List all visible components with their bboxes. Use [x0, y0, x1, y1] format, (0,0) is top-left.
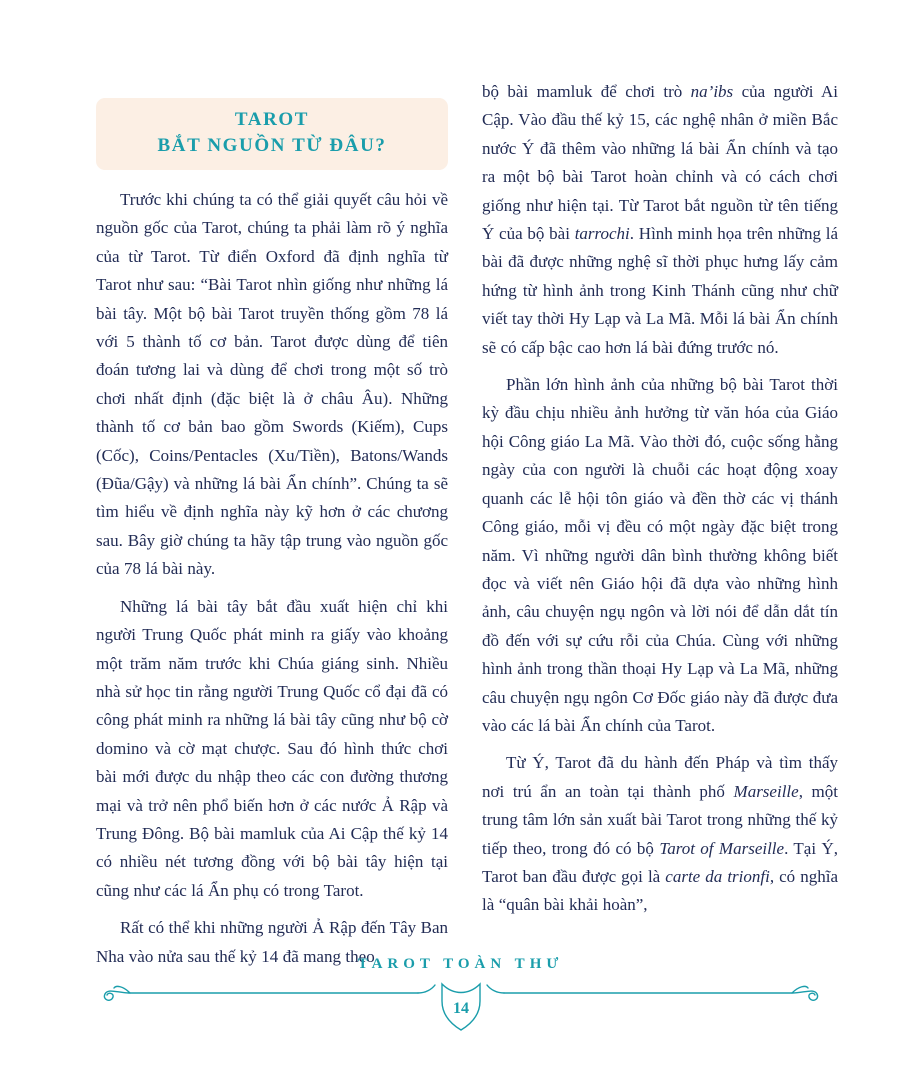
paragraph [96, 593, 448, 905]
heading-line-1: TAROT [234, 109, 310, 130]
center-right-curl-icon [487, 985, 504, 993]
text-run: . Tại Ý, Tarot ban đầu được gọi là [482, 838, 838, 886]
text-run: , có nghĩa là “quân bài khải hoàn”, [482, 866, 838, 915]
left-column [96, 78, 448, 980]
text-run: Trước khi chúng ta có thể giải quyết câu hỏi về nguồn gốc của Tarot, chúng ta phải làm rõ ý nghĩa của từ Tarot. Từ điển Oxford đã định nghĩa từ Tarot như sau: “Bài Tarot nhìn giống như những lá bài tây. Một bộ bài Tarot truyền thống gồm 78 lá với 5 thành tố cơ bản. Tarot được dùng để tiên đoán tương lai và dùng để chơi trong một số trò chơi nhất định (đặc biệt là ở châu Âu). Những thành tố cơ bản bao gồm Swords (Kiếm), Cups (Cốc), Coins/Pentacles (Xu/Tiền), Batons/Wands (Đũa/Gậy) và những lá bài Ẩn chính”. Chúng ta sẽ tìm hiểu về định nghĩa này kỹ hơn ở các chương sau. Bây giờ chúng ta hãy tập trung vào nguồn gốc của 78 lá bài này. [96, 190, 448, 579]
italic-term: na’ibs [690, 82, 734, 101]
footer-ornament [90, 977, 832, 1039]
text-run: . Hình minh họa trên những lá bài đã được những nghệ sĩ thời phục hưng lấy cảm hứng từ hình ảnh trong Kinh Thánh cũng như chữ viết tay thời Hy Lạp và La Mã. Mỗi lá bài Ẩn chính sẽ có cấp bậc cao hơn lá bài đứng trước nó. [482, 224, 839, 357]
section-heading [96, 98, 448, 170]
right-column [482, 78, 838, 980]
page-content [96, 78, 838, 980]
italic-term: tarrochi [574, 224, 630, 244]
paragraph [482, 78, 838, 362]
page-footer [0, 956, 921, 1039]
center-left-curl-icon [418, 985, 435, 993]
page-number: 14 [452, 1000, 469, 1017]
text-run: , một trung tâm lớn sản xuất bài Tarot trong những thế kỷ tiếp theo, trong đó có bộ [482, 781, 838, 858]
italic-term: Marseille [733, 781, 799, 801]
right-flourish-icon [792, 986, 818, 1000]
text-run: của người Ai Cập. Vào đầu thế kỷ 15, các nghệ nhân ở miền Bắc nước Ý đã thêm vào những lá bài Ẩn chính và tạo ra một bộ bài Tarot hoàn chỉnh và có cách chơi giống như hiện tại. Từ Tarot bắt nguồn từ tên tiếng Ý của bộ bài [482, 82, 838, 244]
right-column-text [482, 78, 838, 920]
heading-line-2: BẮT NGUỒN TỪ ĐÂU? [157, 135, 387, 156]
text-run: Phần lớn hình ảnh của những bộ bài Tarot thời kỳ đầu chịu nhiều ảnh hưởng từ văn hóa của Giáo hội Công giáo La Mã. Vào thời đó, cuộc sống hằng ngày của con người là chuỗi các hoạt động xoay quanh các lễ hội tôn giáo và đền thờ các vị thánh Công giáo, mỗi vị đều có một ngày đặc biệt trong năm. Vì những người dân bình thường không biết đọc và viết nên Giáo hội đã dựa vào những hình ảnh, câu chuyện ngụ ngôn và lời nói để dẫn dắt tín đồ đến với sự cứu rỗi của Chúa. Cùng với những hình ảnh trong thần thoại Hy Lạp và La Mã, những câu chuyện ngụ ngôn Cơ Đốc giáo này đã được đưa vào các lá bài Ẩn chính của Tarot. [482, 375, 838, 735]
book-title: TAROT TOÀN THƯ [357, 956, 564, 972]
text-run: Những lá bài tây bắt đầu xuất hiện chỉ khi người Trung Quốc phát minh ra giấy vào khoảng một trăm năm trước khi Chúa giáng sinh. Nhiều nhà sử học tin rằng người Trung Quốc cổ đại đã có công phát minh ra những lá bài tây cũng như bộ cờ domino và cờ mạt chược. Sau đó hình thức chơi bài mới được du nhập theo các con đường thương mại và trở nên phổ biến hơn ở các nước Ả Rập và Trung Đông. Bộ bài mamluk của Ai Cập thế kỷ 14 có nhiều nét tương đồng với bộ bài tây hiện tại cũng như các lá Ẩn phụ có trong Tarot. [96, 596, 448, 900]
paragraph [96, 186, 448, 584]
paragraph [482, 749, 838, 919]
italic-term: carte da trionfi [665, 866, 770, 886]
paragraph [482, 371, 838, 740]
left-column-text [96, 186, 448, 971]
left-flourish-icon [104, 986, 130, 1000]
text-run: Từ Ý, Tarot đã du hành đến Pháp và tìm thấy nơi trú ẩn an toàn tại thành phố [482, 753, 838, 801]
text-run: Rất có thể khi những người Ả Rập đến Tây Ban Nha vào nửa sau thế kỷ 14 đã mang theo [96, 918, 448, 966]
italic-term: Tarot of Marseille [659, 838, 785, 858]
text-run: bộ bài mamluk để chơi trò [482, 82, 691, 101]
